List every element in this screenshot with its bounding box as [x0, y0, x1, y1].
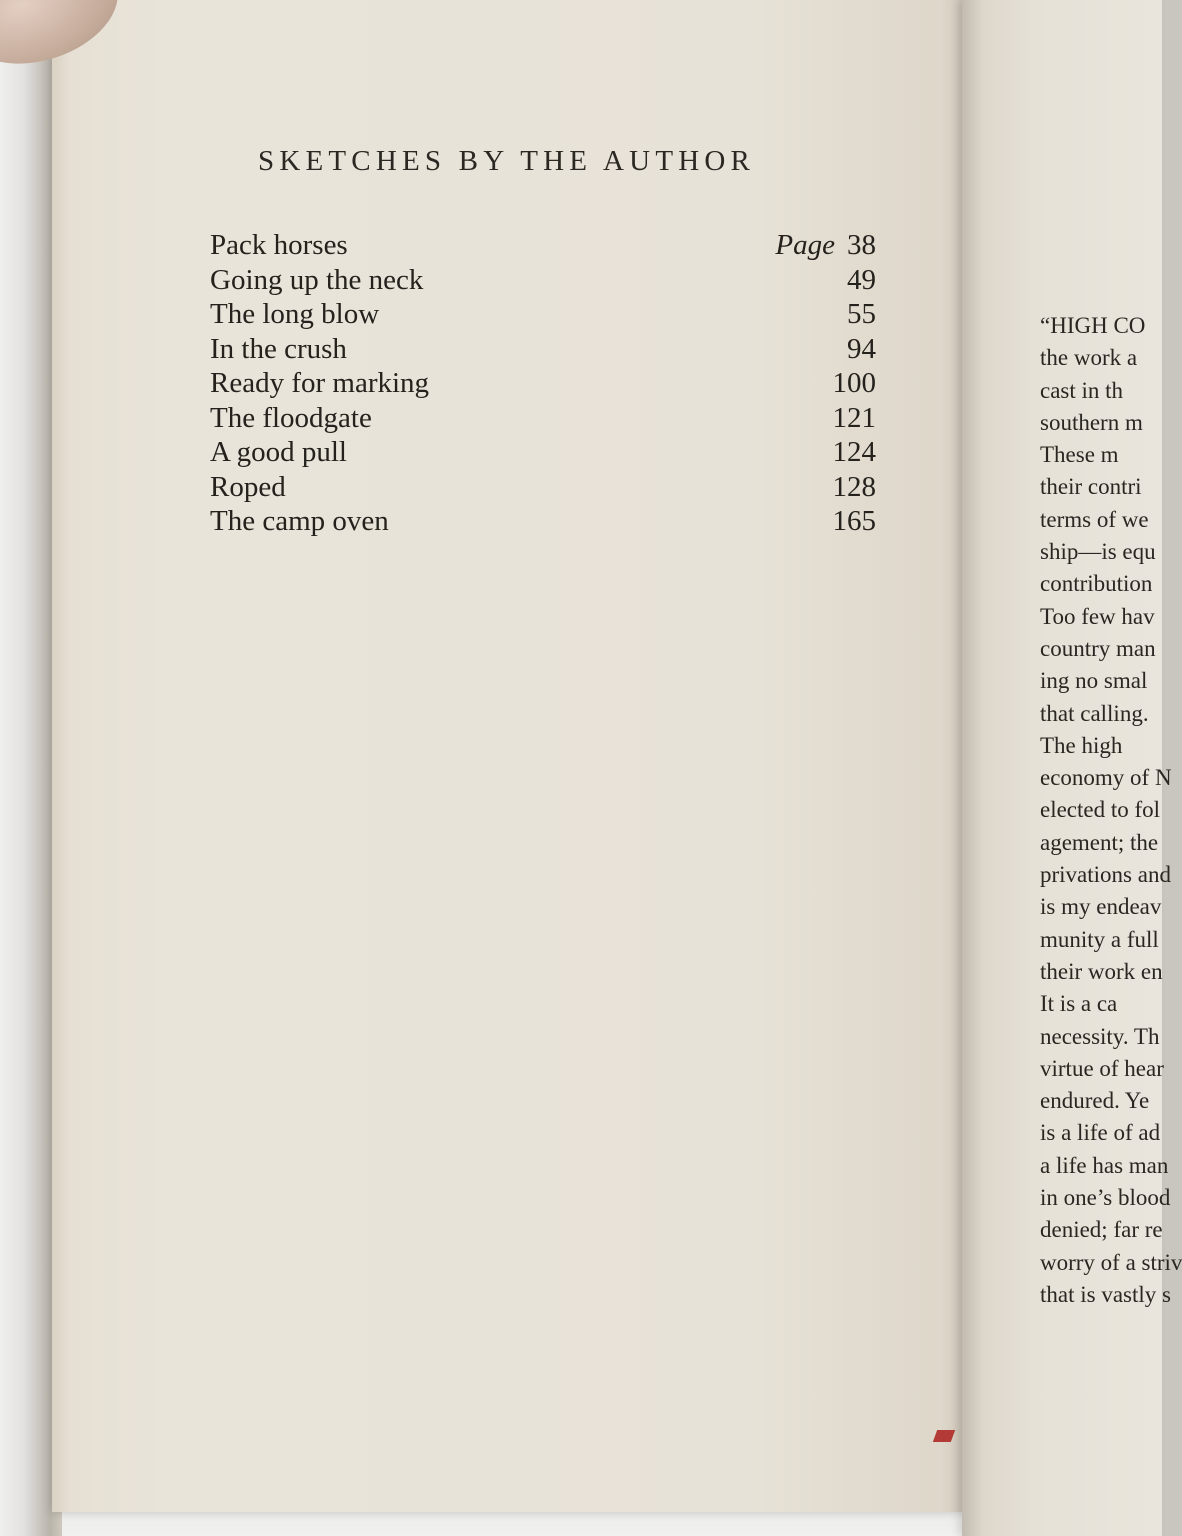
sketch-title: A good pull: [210, 436, 347, 468]
facing-page-line: their contri: [1040, 474, 1142, 500]
sketch-entry: [210, 366, 876, 401]
sketch-title: In the crush: [210, 332, 347, 365]
page-title: SKETCHES BY THE AUTHOR: [258, 145, 756, 177]
sketch-page-number: [775, 228, 876, 263]
sketch-entry: [210, 332, 876, 367]
facing-page-line: cast in th: [1040, 377, 1124, 403]
page-number: 55: [847, 298, 876, 330]
sketch-title: The long blow: [210, 298, 380, 330]
facing-page-line: “HIGH CO: [1040, 313, 1146, 338]
facing-page-line: virtue of hear: [1040, 1055, 1164, 1081]
facing-page-line: that calling.: [1040, 700, 1149, 726]
sketch-title: Going up the neck: [210, 263, 424, 296]
facing-page-line: Too few hav: [1040, 603, 1155, 629]
page-word: Page: [775, 229, 835, 261]
facing-page-line: These m: [1040, 442, 1119, 468]
facing-page-line: that is vastly s: [1040, 1281, 1171, 1307]
facing-page-line: endured. Ye: [1040, 1088, 1150, 1114]
facing-page-line: elected to fol: [1040, 797, 1161, 823]
sketch-title: The camp oven: [210, 505, 389, 537]
left-page: [52, 0, 982, 1512]
facing-page-line: necessity. Th: [1040, 1023, 1160, 1049]
sketch-page-number: [833, 401, 877, 436]
facing-page-line: agement; the: [1040, 829, 1159, 855]
facing-page-line: terms of we: [1040, 506, 1149, 532]
facing-page-line: worry of a striv: [1040, 1249, 1182, 1275]
sketch-entry: [210, 435, 876, 470]
sketch-page-number: [847, 263, 876, 298]
page-number: 94: [847, 332, 876, 365]
facing-page-line: privations and: [1040, 862, 1171, 888]
facing-page-text: [1040, 310, 1180, 1311]
facing-page-line: economy of N: [1040, 765, 1172, 791]
page-number: 121: [832, 401, 876, 434]
facing-page-line: contribution: [1040, 571, 1153, 597]
sketch-entry: [210, 297, 876, 332]
sketch-page-number: [847, 297, 876, 332]
page-number: 128: [832, 470, 876, 503]
page-number: 165: [832, 505, 876, 537]
facing-page-line: The high: [1040, 732, 1123, 758]
facing-page-line: the work a: [1040, 345, 1138, 371]
facing-page-line: southern m: [1040, 409, 1143, 435]
facing-page-line: denied; far re: [1040, 1217, 1163, 1243]
sketch-entry: [210, 504, 876, 539]
sketch-list: [210, 228, 876, 539]
sketch-entry: [210, 401, 876, 436]
sketch-entry: [210, 263, 876, 298]
page-number: 38: [847, 229, 876, 261]
sketch-entry: [210, 228, 876, 263]
sketch-title: Roped: [210, 470, 286, 503]
facing-page-line: in one’s blood: [1040, 1185, 1171, 1211]
sketch-title: Ready for marking: [210, 367, 430, 399]
sketch-title: The floodgate: [210, 401, 372, 434]
sketch-page-number: [833, 435, 877, 470]
page-number: 49: [847, 263, 876, 296]
sketch-entry: [210, 470, 876, 505]
facing-page-line: is my endeav: [1040, 894, 1162, 920]
sketch-title: Pack horses: [210, 229, 348, 261]
facing-page-line: country man: [1040, 635, 1156, 661]
facing-page-line: a life has man: [1040, 1152, 1169, 1178]
facing-page-line: munity a full: [1040, 926, 1159, 952]
sketch-page-number: [833, 470, 877, 505]
facing-page-line: is a life of ad: [1040, 1120, 1161, 1146]
right-page: [962, 0, 1182, 1536]
sketch-page-number: [833, 504, 877, 539]
facing-page-line: their work en: [1040, 958, 1163, 984]
facing-page-line: ing no smal: [1040, 668, 1148, 694]
page-number: 124: [832, 436, 876, 468]
facing-page-line: ship—is equ: [1040, 539, 1156, 565]
page-number: 100: [832, 367, 876, 399]
facing-page-line: It is a ca: [1040, 991, 1118, 1017]
sketch-page-number: [833, 366, 877, 401]
sketch-page-number: [847, 332, 876, 367]
